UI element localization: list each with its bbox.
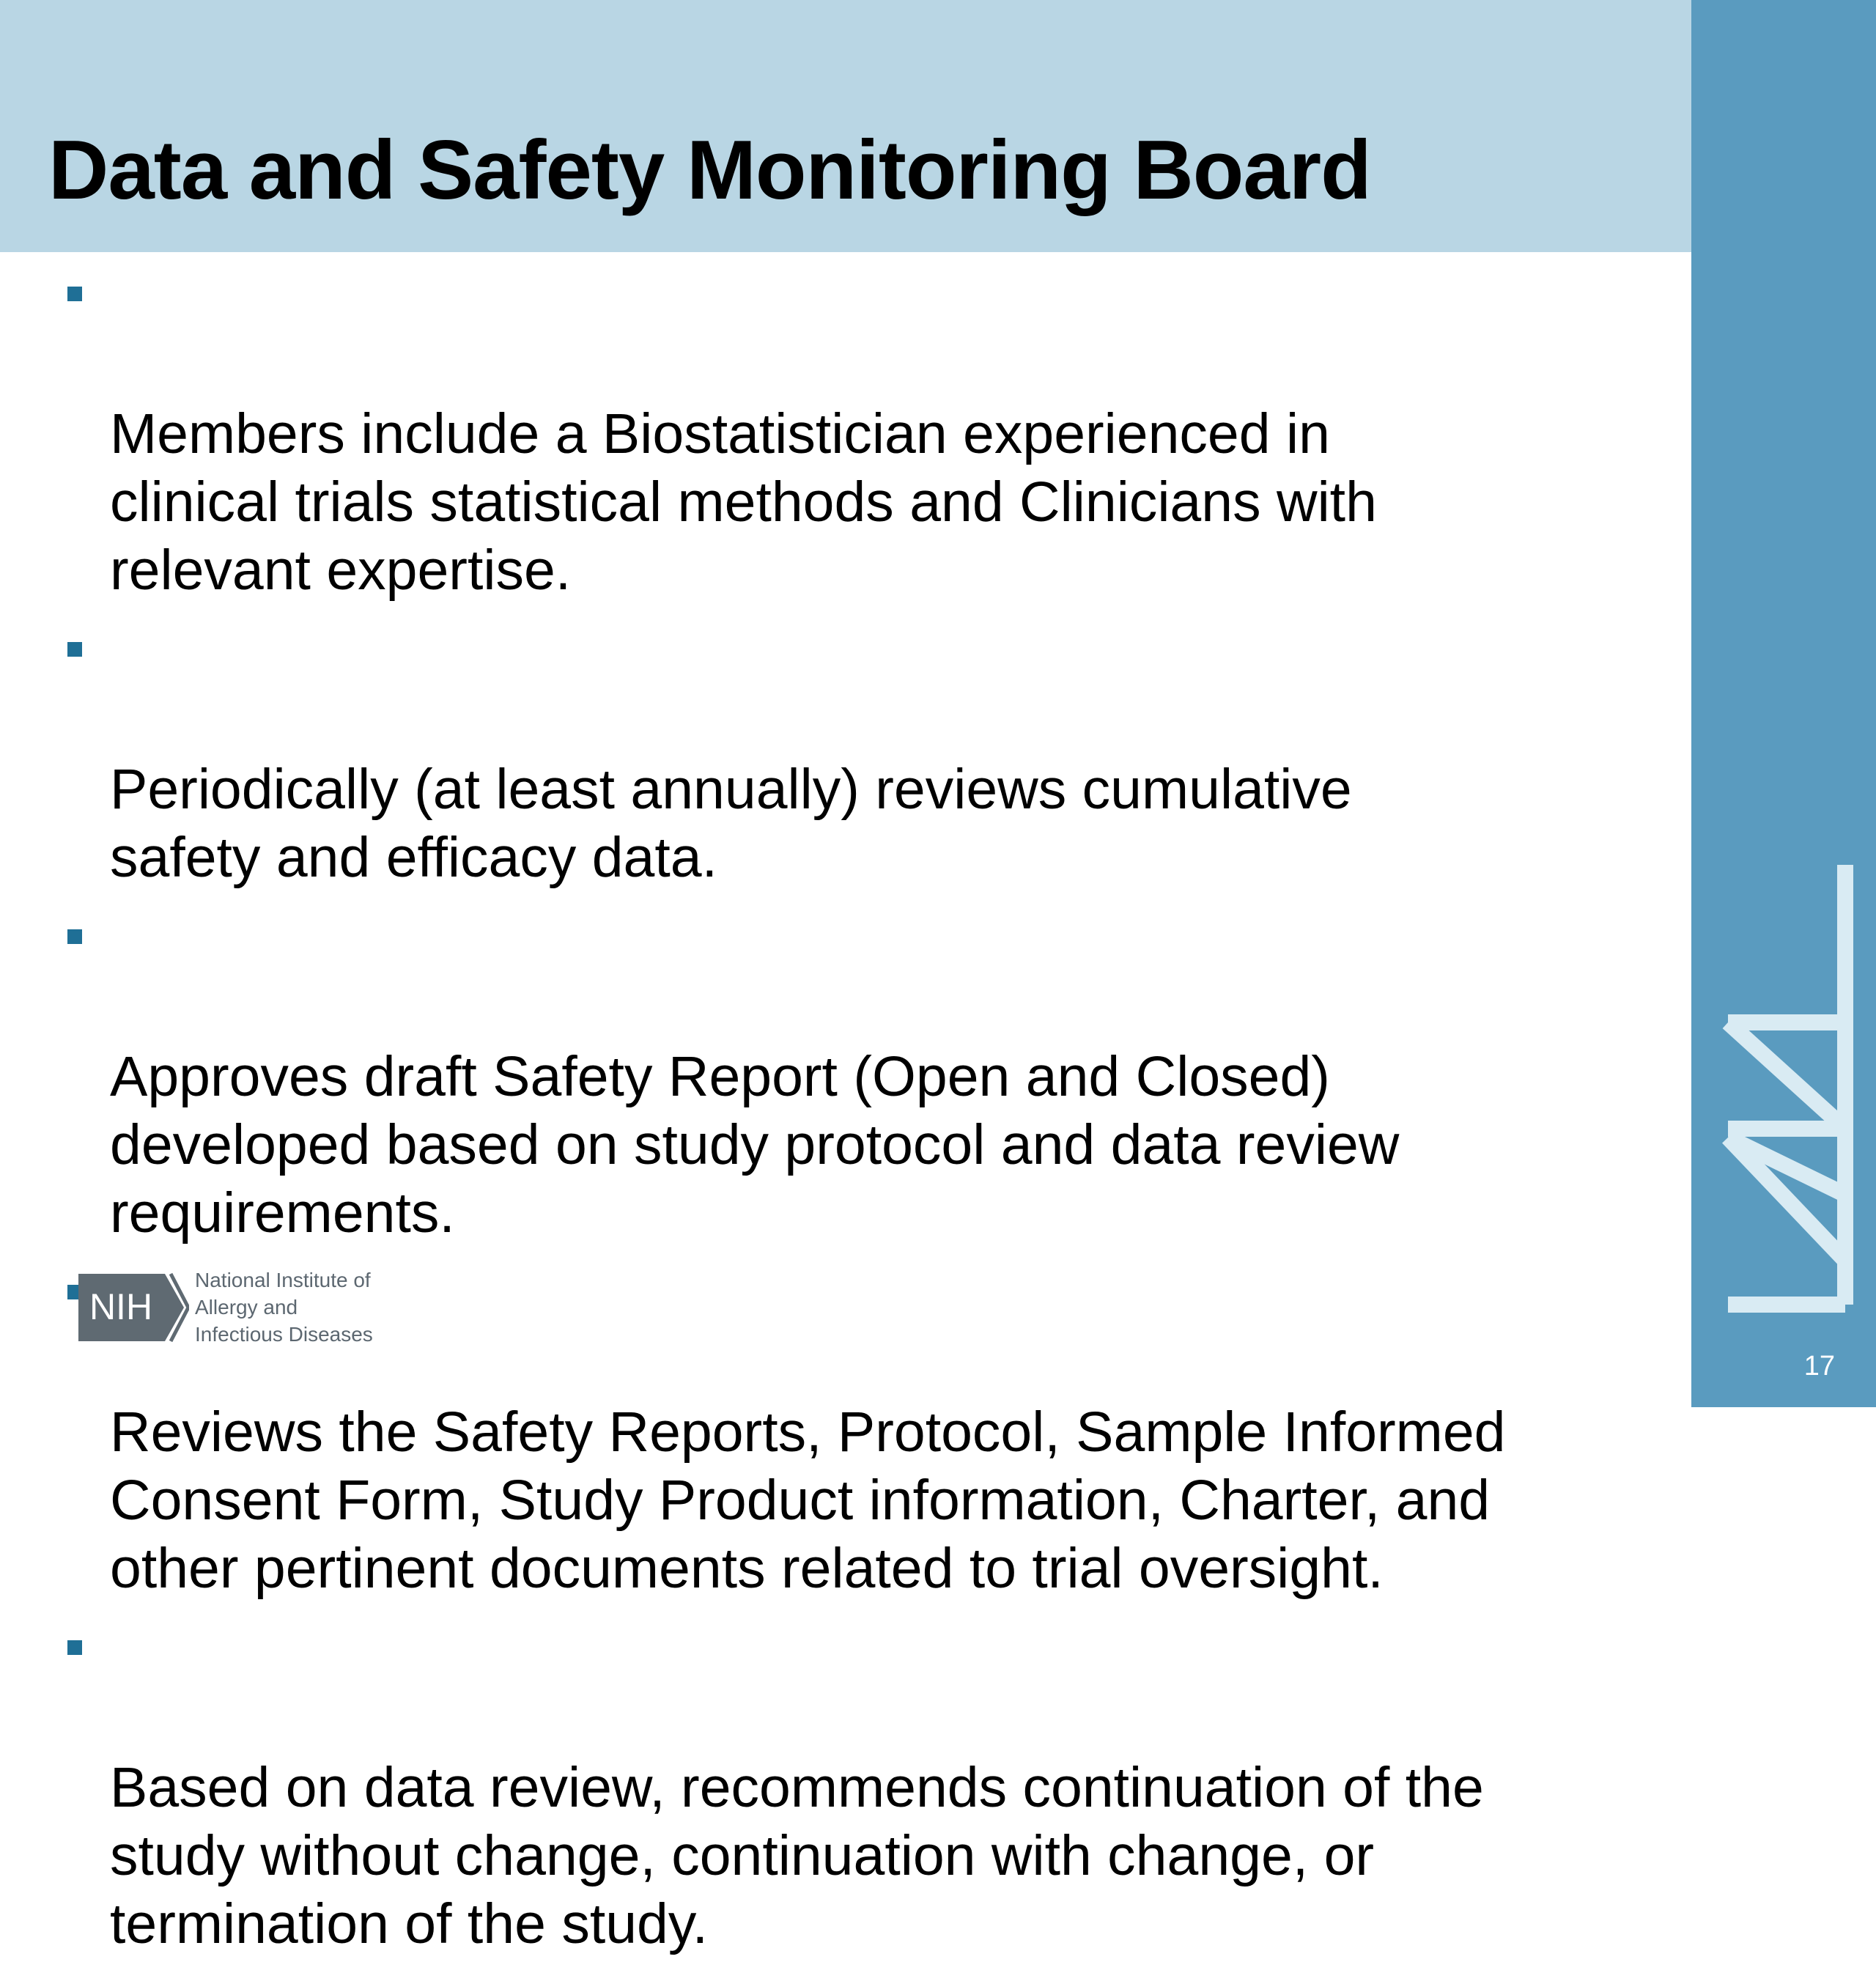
bullet-item bbox=[67, 619, 1687, 892]
bullet-item bbox=[67, 1618, 1687, 1958]
bullet-text: Periodically (at least annually) reviews cumulative safety and efficacy data. bbox=[110, 758, 1352, 889]
bullet-marker-icon bbox=[67, 1640, 82, 1655]
bullet-text: Approves draft Safety Report (Open and Closed) developed based on study protocol and data review requirements. bbox=[110, 1045, 1400, 1244]
page-number: 17 bbox=[1803, 1351, 1835, 1382]
nih-abbrev: NIH bbox=[89, 1286, 153, 1327]
nih-institute-name: National Institute of Allergy and Infectious Diseases bbox=[195, 1269, 373, 1346]
bullet-item bbox=[67, 264, 1687, 605]
slide-title: Data and Safety Monitoring Board bbox=[48, 124, 1371, 217]
bullet-marker-icon bbox=[67, 287, 82, 301]
bullet-marker-icon bbox=[67, 929, 82, 944]
bullet-item bbox=[67, 907, 1687, 1247]
bullet-text: Reviews the Safety Reports, Protocol, Sample Informed Consent Form, Study Product information, Charter, and other pertinent documents related to trial oversight. bbox=[110, 1401, 1506, 1600]
bullet-text: Based on data review, recommends continuation of the study without change, continuation with change, or termination of the study. bbox=[110, 1756, 1484, 1955]
nih-badge-icon bbox=[75, 1271, 189, 1344]
nih-logo bbox=[75, 1266, 391, 1349]
niaid-logo bbox=[1713, 850, 1860, 1327]
bullet-list bbox=[67, 264, 1687, 1973]
bullet-text: Members include a Biostatistician experienced in clinical trials statistical methods and Clinicians with relevant expertise. bbox=[110, 402, 1377, 602]
bullet-marker-icon bbox=[67, 642, 82, 657]
